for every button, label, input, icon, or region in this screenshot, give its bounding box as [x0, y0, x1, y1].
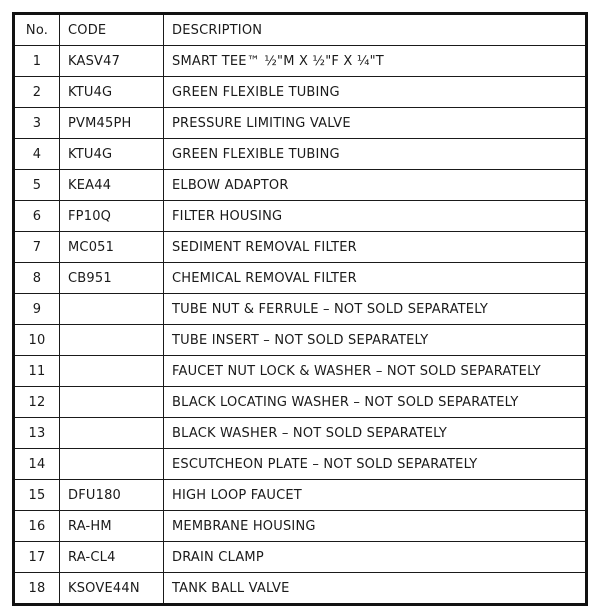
cell-description: BLACK LOCATING WASHER – NOT SOLD SEPARATELY	[164, 387, 587, 418]
table-row	[14, 480, 587, 511]
table-row	[14, 356, 587, 387]
cell-code: RA-CL4	[60, 542, 164, 573]
cell-description: CHEMICAL REMOVAL FILTER	[164, 263, 587, 294]
cell-code	[60, 387, 164, 418]
cell-no: 8	[14, 263, 60, 294]
table-row	[14, 573, 587, 605]
cell-description: DRAIN CLAMP	[164, 542, 587, 573]
header-no: No.	[14, 14, 60, 46]
cell-no: 2	[14, 77, 60, 108]
cell-code	[60, 418, 164, 449]
cell-no: 17	[14, 542, 60, 573]
table-row	[14, 449, 587, 480]
cell-code	[60, 449, 164, 480]
cell-description: ESCUTCHEON PLATE – NOT SOLD SEPARATELY	[164, 449, 587, 480]
cell-description: FAUCET NUT LOCK & WASHER – NOT SOLD SEPARATELY	[164, 356, 587, 387]
cell-no: 4	[14, 139, 60, 170]
table-row	[14, 418, 587, 449]
cell-code: KEA44	[60, 170, 164, 201]
cell-code: MC051	[60, 232, 164, 263]
table-row	[14, 294, 587, 325]
table-row	[14, 201, 587, 232]
cell-code	[60, 294, 164, 325]
cell-description: HIGH LOOP FAUCET	[164, 480, 587, 511]
cell-code: KTU4G	[60, 139, 164, 170]
table-row	[14, 387, 587, 418]
table-row	[14, 46, 587, 77]
cell-code: CB951	[60, 263, 164, 294]
table-row	[14, 108, 587, 139]
cell-description: ELBOW ADAPTOR	[164, 170, 587, 201]
cell-code: KASV47	[60, 46, 164, 77]
cell-no: 5	[14, 170, 60, 201]
cell-no: 12	[14, 387, 60, 418]
table-header-row	[14, 14, 587, 46]
cell-no: 14	[14, 449, 60, 480]
cell-code: FP10Q	[60, 201, 164, 232]
cell-no: 15	[14, 480, 60, 511]
parts-table	[12, 12, 588, 606]
cell-description: TANK BALL VALVE	[164, 573, 587, 605]
header-code: CODE	[60, 14, 164, 46]
cell-description: SEDIMENT REMOVAL FILTER	[164, 232, 587, 263]
cell-no: 1	[14, 46, 60, 77]
cell-code: DFU180	[60, 480, 164, 511]
cell-no: 3	[14, 108, 60, 139]
cell-no: 18	[14, 573, 60, 605]
cell-no: 13	[14, 418, 60, 449]
cell-no: 6	[14, 201, 60, 232]
table-row	[14, 139, 587, 170]
cell-code: KSOVE44N	[60, 573, 164, 605]
table-row	[14, 170, 587, 201]
table-row	[14, 542, 587, 573]
cell-description: GREEN FLEXIBLE TUBING	[164, 139, 587, 170]
cell-description: TUBE NUT & FERRULE – NOT SOLD SEPARATELY	[164, 294, 587, 325]
cell-description: GREEN FLEXIBLE TUBING	[164, 77, 587, 108]
cell-description: FILTER HOUSING	[164, 201, 587, 232]
cell-no: 7	[14, 232, 60, 263]
table-row	[14, 232, 587, 263]
cell-code	[60, 325, 164, 356]
table-row	[14, 325, 587, 356]
cell-code	[60, 356, 164, 387]
cell-description: BLACK WASHER – NOT SOLD SEPARATELY	[164, 418, 587, 449]
cell-no: 16	[14, 511, 60, 542]
cell-description: MEMBRANE HOUSING	[164, 511, 587, 542]
table-row	[14, 511, 587, 542]
table-body	[14, 46, 587, 605]
cell-no: 10	[14, 325, 60, 356]
cell-code: PVM45PH	[60, 108, 164, 139]
cell-no: 11	[14, 356, 60, 387]
cell-description: PRESSURE LIMITING VALVE	[164, 108, 587, 139]
cell-description: TUBE INSERT – NOT SOLD SEPARATELY	[164, 325, 587, 356]
cell-no: 9	[14, 294, 60, 325]
cell-code: KTU4G	[60, 77, 164, 108]
table-row	[14, 77, 587, 108]
cell-description: SMART TEE™ ½"M X ½"F X ¼"T	[164, 46, 587, 77]
header-description: DESCRIPTION	[164, 14, 587, 46]
table-row	[14, 263, 587, 294]
cell-code: RA-HM	[60, 511, 164, 542]
